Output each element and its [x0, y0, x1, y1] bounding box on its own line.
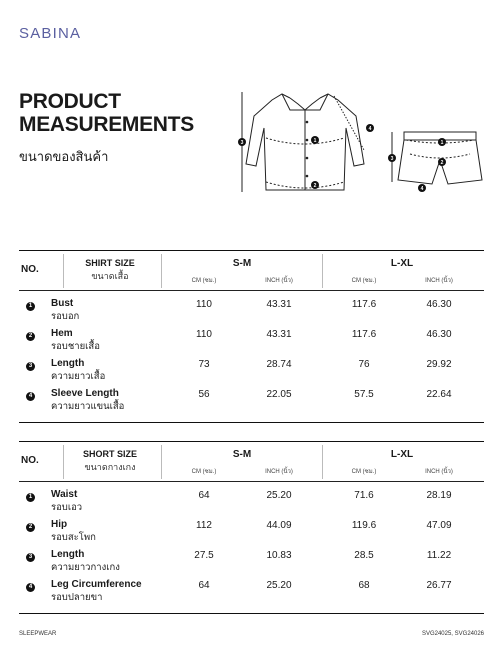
- measure-label: Waist: [51, 489, 78, 500]
- value-cm-l-xl: 57.5: [354, 389, 374, 400]
- group-header-l-xl: L-XL: [390, 449, 414, 460]
- no-header: NO.: [21, 455, 39, 466]
- page-subtitle: ขนาดของสินค้า: [19, 149, 109, 164]
- value-inch-s-m: 25.20: [266, 490, 292, 501]
- shirt-marker-3: 3: [240, 140, 244, 146]
- row-number: 4: [26, 392, 35, 401]
- unit-header: INCH (นิ้ว): [265, 278, 293, 284]
- group-header-s-m: S-M: [232, 449, 252, 460]
- measure-label-th: รอบเอว: [51, 502, 83, 513]
- value-cm-s-m: 56: [198, 389, 210, 400]
- shirt-marker-1: 1: [313, 138, 317, 144]
- shirt-size-header: SHIRT SIZE: [85, 258, 135, 268]
- value-inch-s-m: 44.09: [266, 520, 292, 531]
- measure-label: Sleeve Length: [51, 388, 119, 399]
- value-inch-l-xl: 29.92: [426, 359, 452, 370]
- row-number: 3: [26, 553, 35, 562]
- row-number: 4: [26, 583, 35, 592]
- value-cm-l-xl: 119.6: [351, 520, 377, 531]
- row-number: 3: [26, 362, 35, 371]
- value-cm-s-m: 73: [198, 359, 210, 370]
- unit-header: CM (ซม.): [351, 469, 377, 475]
- short-marker-2: 2: [440, 160, 444, 166]
- table-row: [19, 298, 484, 328]
- row-number: 2: [26, 332, 35, 341]
- value-cm-l-xl: 68: [358, 580, 370, 591]
- group-header-s-m: S-M: [232, 258, 252, 269]
- measure-label: Length: [51, 358, 85, 369]
- value-inch-l-xl: 22.64: [426, 389, 452, 400]
- row-number: 1: [26, 493, 35, 502]
- measure-label-th: ความยาวเสื้อ: [51, 371, 106, 382]
- value-cm-s-m: 27.5: [194, 550, 214, 561]
- value-cm-s-m: 64: [198, 490, 210, 501]
- unit-header: CM (ซม.): [191, 469, 217, 475]
- unit-header: INCH (นิ้ว): [425, 469, 453, 475]
- value-cm-l-xl: 71.6: [354, 490, 374, 501]
- page-title: [19, 90, 194, 136]
- no-header: NO.: [21, 264, 39, 275]
- value-inch-s-m: 28.74: [266, 359, 292, 370]
- table-row: [19, 388, 484, 418]
- table-row: [19, 519, 484, 549]
- group-header-l-xl: L-XL: [390, 258, 414, 269]
- unit-header: CM (ซม.): [191, 278, 217, 284]
- value-cm-s-m: 110: [196, 299, 212, 310]
- value-inch-l-xl: 47.09: [426, 520, 452, 531]
- value-inch-l-xl: 28.19: [426, 490, 452, 501]
- measure-label: Hip: [51, 519, 68, 530]
- short-marker-1: 1: [440, 140, 444, 146]
- measure-label: Bust: [51, 298, 74, 309]
- measure-label-th: รอบชายเสื้อ: [51, 341, 100, 352]
- shirt-size-header-th: ขนาดเสื้อ: [91, 271, 129, 281]
- value-inch-s-m: 25.20: [266, 580, 292, 591]
- value-cm-s-m: 110: [196, 329, 212, 340]
- title-line-1: PRODUCT: [19, 90, 121, 113]
- value-inch-s-m: 43.31: [266, 299, 292, 310]
- unit-header: CM (ซม.): [351, 278, 377, 284]
- measure-label: Hem: [51, 328, 73, 339]
- value-inch-s-m: 22.05: [266, 389, 292, 400]
- value-cm-l-xl: 117.6: [351, 299, 377, 310]
- footer-category: SLEEPWEAR: [19, 631, 57, 637]
- measure-label-th: ความยาวกางเกง: [51, 562, 120, 573]
- unit-header: INCH (นิ้ว): [265, 469, 293, 475]
- measure-label-th: รอบอก: [51, 311, 80, 322]
- measure-label: Leg Circumference: [51, 579, 142, 590]
- value-cm-l-xl: 117.6: [351, 329, 377, 340]
- measure-label-th: รอบสะโพก: [51, 532, 96, 543]
- value-inch-l-xl: 11.22: [426, 550, 452, 561]
- table-row: [19, 579, 484, 609]
- brand-logo: SABINA: [19, 25, 82, 42]
- table-row: [19, 489, 484, 519]
- table-row: [19, 328, 484, 358]
- table-row: [19, 549, 484, 579]
- title-line-2: MEASUREMENTS: [19, 113, 194, 136]
- measure-label-th: รอบปลายขา: [51, 592, 103, 603]
- measure-label: Length: [51, 549, 85, 560]
- value-inch-l-xl: 26.77: [426, 580, 452, 591]
- value-inch-s-m: 10.83: [266, 550, 292, 561]
- table-row: [19, 358, 484, 388]
- short-size-header-th: ขนาดกางเกง: [84, 462, 136, 472]
- value-cm-s-m: 112: [196, 520, 212, 531]
- measure-label-th: ความยาวแขนเสื้อ: [51, 401, 125, 412]
- row-number: 1: [26, 302, 35, 311]
- value-cm-l-xl: 28.5: [354, 550, 374, 561]
- garment-illustration: [232, 80, 492, 210]
- value-inch-l-xl: 46.30: [426, 329, 452, 340]
- row-number: 2: [26, 523, 35, 532]
- unit-header: INCH (นิ้ว): [425, 278, 453, 284]
- footer-product-codes: SVG24025, SVG24026: [421, 631, 484, 637]
- value-cm-s-m: 64: [198, 580, 210, 591]
- value-cm-l-xl: 76: [358, 359, 370, 370]
- shirt-marker-2: 2: [313, 183, 317, 189]
- value-inch-l-xl: 46.30: [426, 299, 452, 310]
- short-size-header: SHORT SIZE: [82, 449, 137, 459]
- short-marker-4: 4: [420, 186, 424, 192]
- value-inch-s-m: 43.31: [266, 329, 292, 340]
- shirt-marker-4: 4: [368, 126, 372, 132]
- short-marker-3: 3: [390, 156, 394, 162]
